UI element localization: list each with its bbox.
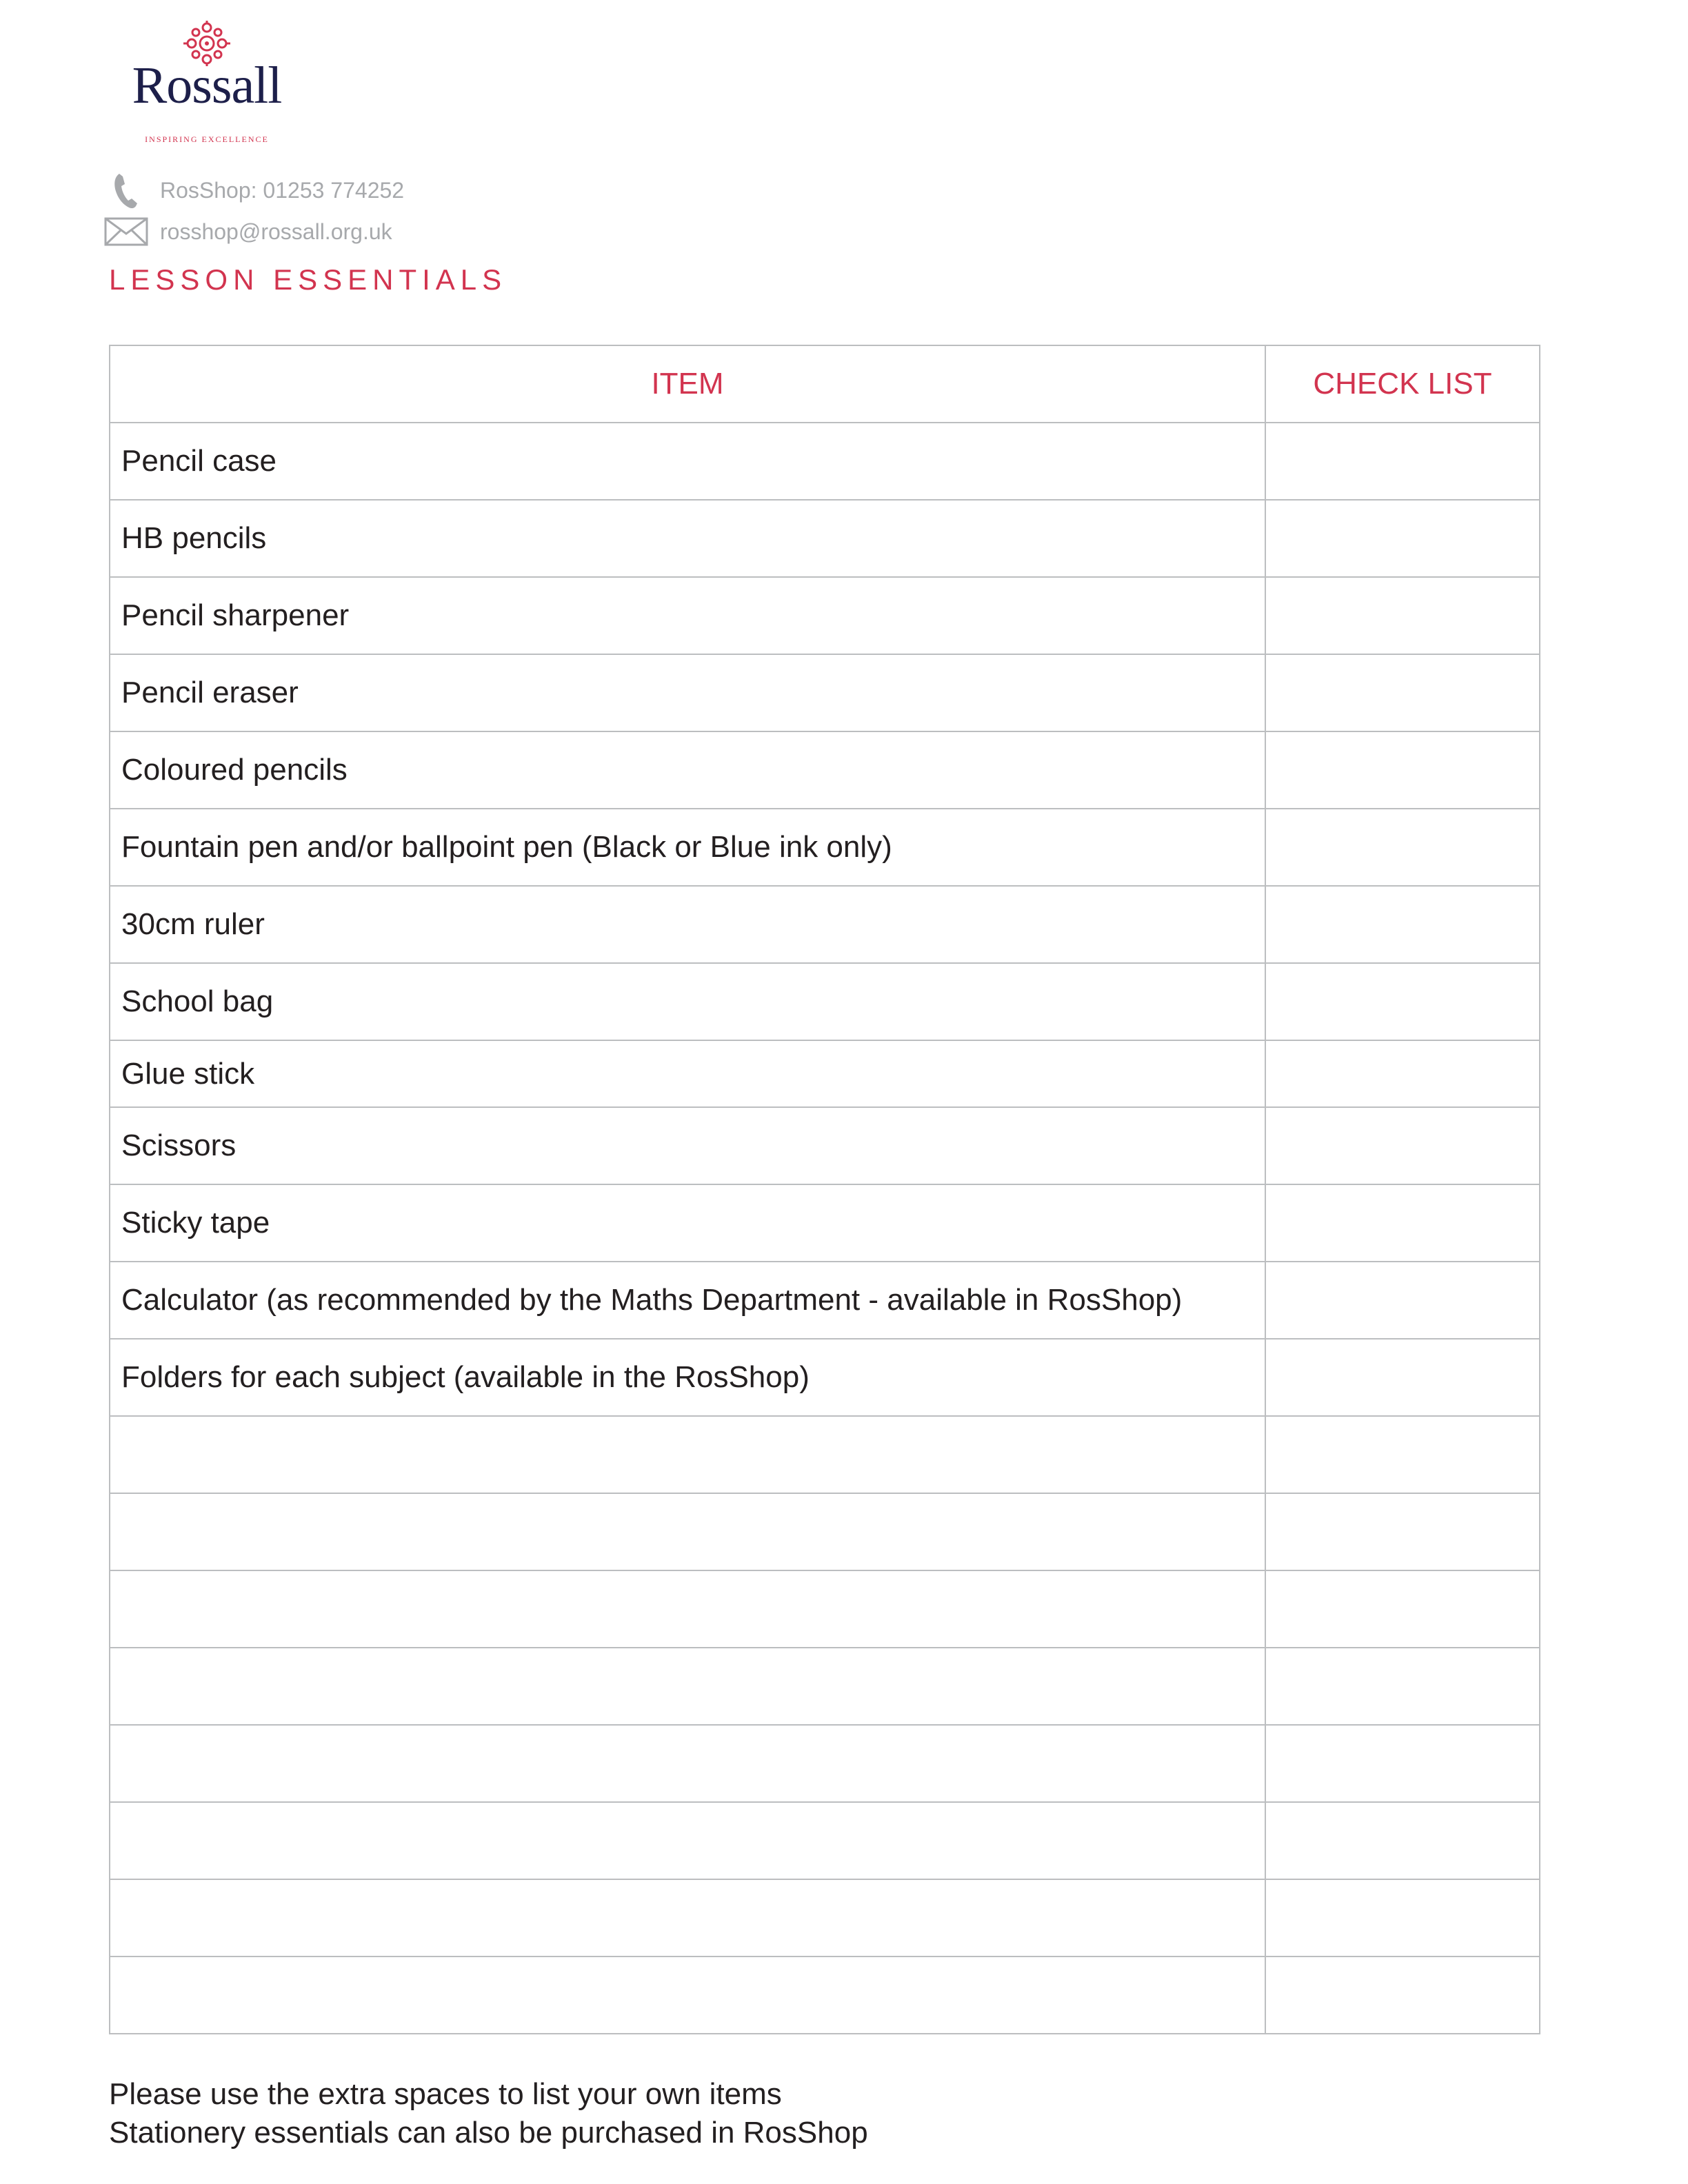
contact-email xyxy=(103,212,392,251)
check-cell[interactable] xyxy=(1265,500,1540,577)
contact-phone xyxy=(103,171,404,210)
item-cell: Folders for each subject (available in the RosShop) xyxy=(110,1339,1265,1416)
logo-wordmark: Rossall xyxy=(132,57,282,114)
table-row xyxy=(110,1879,1540,1957)
check-cell[interactable] xyxy=(1265,1802,1540,1879)
table-row xyxy=(110,1416,1540,1493)
table-header-row xyxy=(110,345,1540,423)
school-logo xyxy=(124,14,290,144)
check-cell[interactable] xyxy=(1265,1107,1540,1184)
item-cell: HB pencils xyxy=(110,500,1265,577)
check-cell[interactable] xyxy=(1265,654,1540,731)
table-row xyxy=(110,886,1540,963)
item-cell: Pencil eraser xyxy=(110,654,1265,731)
logo-tagline: INSPIRING EXCELLENCE xyxy=(145,134,269,144)
check-cell[interactable] xyxy=(1265,1648,1540,1725)
table-row xyxy=(110,1339,1540,1416)
table-row xyxy=(110,1802,1540,1879)
table-row xyxy=(110,1570,1540,1648)
blank-item-cell[interactable] xyxy=(110,1725,1265,1802)
phone-icon xyxy=(103,171,149,210)
table-row xyxy=(110,1262,1540,1339)
check-cell[interactable] xyxy=(1265,1339,1540,1416)
item-cell: Glue stick xyxy=(110,1040,1265,1107)
blank-item-cell[interactable] xyxy=(110,1493,1265,1570)
note-stationery: Stationery essentials can also be purchased in RosShop xyxy=(109,2116,868,2150)
check-cell[interactable] xyxy=(1265,1725,1540,1802)
table-row xyxy=(110,1957,1540,2034)
check-cell[interactable] xyxy=(1265,577,1540,654)
table-row xyxy=(110,731,1540,809)
table-row xyxy=(110,1725,1540,1802)
table-row xyxy=(110,963,1540,1040)
item-cell: Coloured pencils xyxy=(110,731,1265,809)
email-link[interactable]: rosshop@rossall.org.uk xyxy=(160,219,392,244)
check-cell[interactable] xyxy=(1265,1040,1540,1107)
check-cell[interactable] xyxy=(1265,809,1540,886)
item-cell: School bag xyxy=(110,963,1265,1040)
check-cell[interactable] xyxy=(1265,1957,1540,2034)
table-row xyxy=(110,1493,1540,1570)
table-row xyxy=(110,1184,1540,1262)
table-row xyxy=(110,500,1540,577)
check-cell[interactable] xyxy=(1265,963,1540,1040)
table-row xyxy=(110,1107,1540,1184)
item-cell: Sticky tape xyxy=(110,1184,1265,1262)
check-cell[interactable] xyxy=(1265,886,1540,963)
table-row xyxy=(110,1648,1540,1725)
note-extra-spaces: Please use the extra spaces to list your own items xyxy=(109,2077,782,2111)
table-row xyxy=(110,809,1540,886)
item-cell: Pencil case xyxy=(110,423,1265,500)
check-cell[interactable] xyxy=(1265,1570,1540,1648)
blank-item-cell[interactable] xyxy=(110,1879,1265,1957)
check-cell[interactable] xyxy=(1265,731,1540,809)
blank-item-cell[interactable] xyxy=(110,1416,1265,1493)
item-cell: 30cm ruler xyxy=(110,886,1265,963)
table-row xyxy=(110,654,1540,731)
phone-number: RosShop: 01253 774252 xyxy=(160,177,405,203)
check-cell[interactable] xyxy=(1265,1416,1540,1493)
check-cell[interactable] xyxy=(1265,1262,1540,1339)
footer-notes xyxy=(109,2075,868,2152)
check-cell[interactable] xyxy=(1265,1493,1540,1570)
item-cell: Fountain pen and/or ballpoint pen (Black or Blue ink only) xyxy=(110,809,1265,886)
envelope-icon xyxy=(103,212,149,251)
check-cell[interactable] xyxy=(1265,1184,1540,1262)
item-cell: Pencil sharpener xyxy=(110,577,1265,654)
blank-item-cell[interactable] xyxy=(110,1570,1265,1648)
checklist-table xyxy=(109,345,1540,2034)
table-row xyxy=(110,1040,1540,1107)
page-title: LESSON ESSENTIALS xyxy=(109,263,508,296)
checklist-column-header: CHECK LIST xyxy=(1265,345,1540,423)
blank-item-cell[interactable] xyxy=(110,1802,1265,1879)
check-cell[interactable] xyxy=(1265,1879,1540,1957)
item-column-header: ITEM xyxy=(110,345,1265,423)
blank-item-cell[interactable] xyxy=(110,1957,1265,2034)
item-cell: Scissors xyxy=(110,1107,1265,1184)
check-cell[interactable] xyxy=(1265,423,1540,500)
item-cell: Calculator (as recommended by the Maths Department - available in RosShop) xyxy=(110,1262,1265,1339)
blank-item-cell[interactable] xyxy=(110,1648,1265,1725)
table-row xyxy=(110,423,1540,500)
table-row xyxy=(110,577,1540,654)
